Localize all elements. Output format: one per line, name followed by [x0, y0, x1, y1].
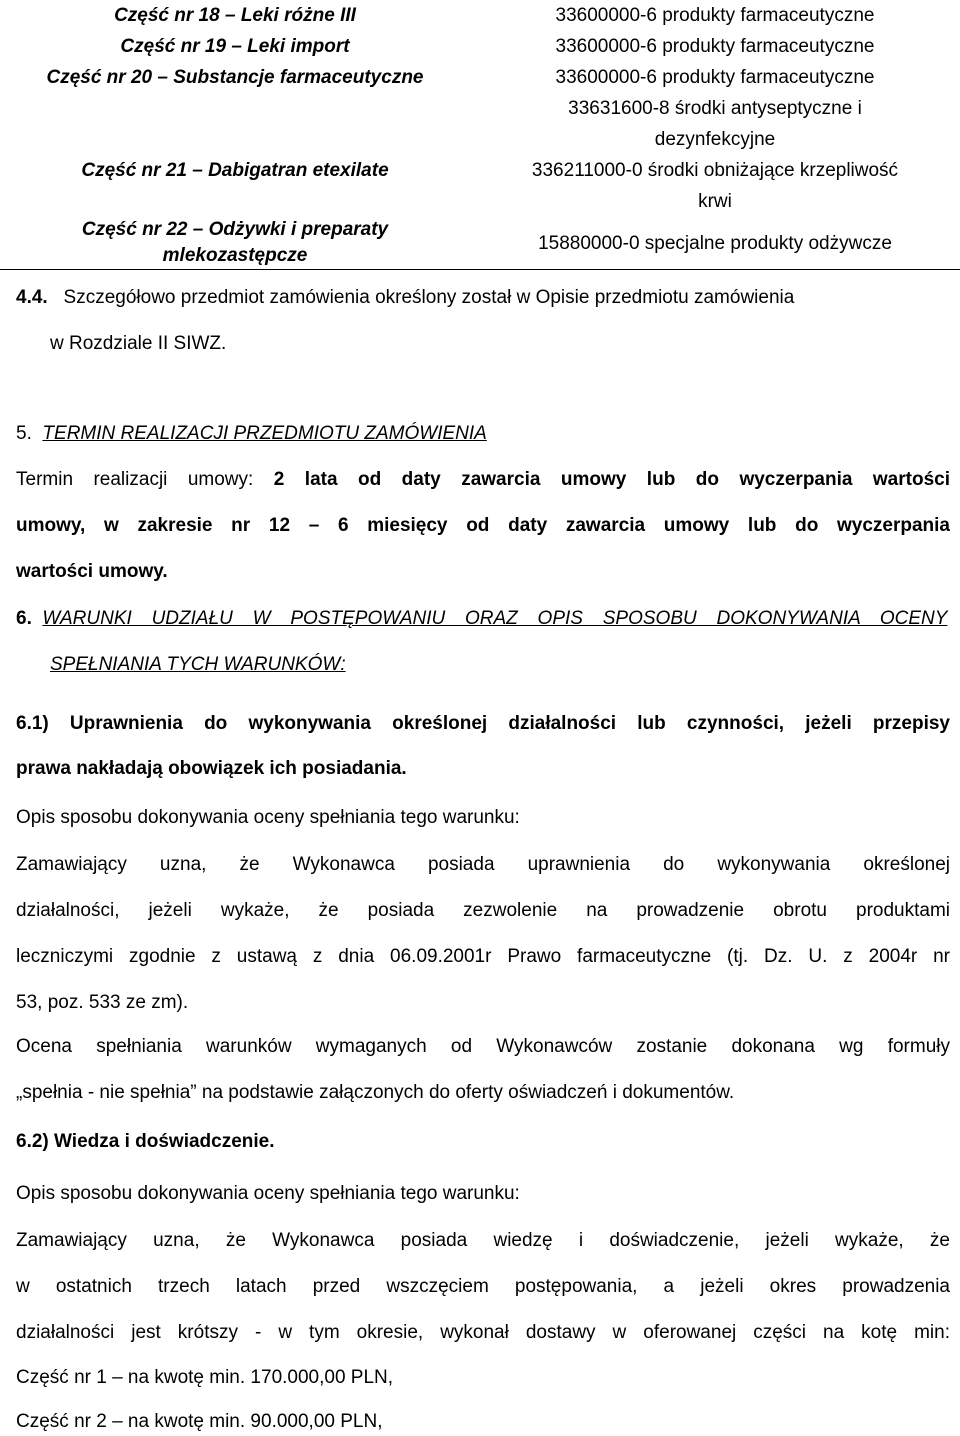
section-number: 4.4.	[16, 287, 48, 308]
list-item: Część nr 1 – na kwotę min. 170.000,00 PLN,	[16, 1367, 394, 1388]
part-name-line: mlekozastępcze	[162, 245, 308, 266]
paragraph-line: Ocena spełniania warunków wymaganych od Wykonawców zostanie dokonana wg formuły	[16, 1036, 950, 1057]
paragraph-line: w ostatnich trzech latach przed wszczęciem postępowania, a jeżeli okres prowadzenia	[16, 1276, 950, 1297]
section-title: TERMIN REALIZACJI PRZEDMIOTU ZAMÓWIENIA	[42, 423, 487, 444]
paragraph-line: działalności, jeżeli wykaże, że posiada zezwolenie na prowadzenie obrotu produktami	[16, 900, 950, 921]
section-number: 5.	[16, 423, 32, 444]
paragraph-line: wartości umowy.	[16, 561, 168, 582]
parts-cpv-table	[0, 0, 960, 270]
section-4-4	[16, 286, 950, 310]
cpv-code-continued: dezynfekcyjne	[654, 129, 776, 150]
paragraph-text: Termin realizacji umowy:	[16, 469, 254, 490]
paragraph-line: umowy, w zakresie nr 12 – 6 miesięcy od daty zawarcia umowy lub do wyczerpania	[16, 515, 950, 536]
part-name: Część nr 18 – Leki różne III	[114, 5, 356, 26]
paragraph-line: leczniczymi zgodnie z ustawą z dnia 06.09.2001r Prawo farmaceutyczne (tj. Dz. U. z 2004r nr	[16, 946, 950, 967]
paragraph-line: „spełnia - nie spełnia” na podstawie załączonych do oferty oświadczeń i dokumentów.	[16, 1082, 735, 1103]
paragraph-line: Opis sposobu dokonywania oceny spełniania tego warunku:	[16, 807, 520, 828]
paragraph-line: Opis sposobu dokonywania oceny spełniania tego warunku:	[16, 1183, 520, 1204]
table-row	[0, 31, 960, 62]
paragraph-text: w Rozdziale II SIWZ.	[50, 333, 227, 354]
part-name-line: Część nr 22 – Odżywki i preparaty	[81, 219, 389, 240]
subsection-6-1-cont: prawa nakładają obowiązek ich posiadania.	[16, 758, 407, 779]
cpv-code-continued: krwi	[698, 191, 732, 212]
table-row	[0, 62, 960, 93]
subsection-6-2: 6.2) Wiedza i doświadczenie.	[16, 1131, 275, 1152]
paragraph-line	[16, 468, 950, 492]
paragraph-line: działalności jest krótszy - w tym okresie, wykonał dostawy w oferowanej części na kotę min:	[16, 1322, 950, 1343]
section-title-continued	[50, 653, 950, 677]
part-name	[0, 217, 470, 270]
section-5-heading	[16, 422, 950, 446]
paragraph-line: Zamawiający uzna, że Wykonawca posiada wiedzę i doświadczenie, jeżeli wykaże, że	[16, 1230, 950, 1251]
paragraph-line: Zamawiający uzna, że Wykonawca posiada uprawnienia do wykonywania określonej	[16, 854, 950, 875]
table-row	[0, 0, 960, 31]
cpv-code: 33600000-6 produkty farmaceutyczne	[555, 67, 875, 88]
part-name: Część nr 20 – Substancje farmaceutyczne	[46, 67, 424, 88]
section-title: WARUNKI UDZIAŁU W POSTĘPOWANIU ORAZ OPIS SPOSOBU DOKONYWANIA OCENY	[42, 608, 948, 629]
cpv-code: 15880000-0 specjalne produkty odżywcze	[470, 217, 960, 270]
section-title: SPEŁNIANIA TYCH WARUNKÓW:	[50, 654, 346, 675]
cpv-code: 33631600-8 środki antyseptyczne i	[568, 98, 862, 119]
list-item: Część nr 2 – na kwotę min. 90.000,00 PLN,	[16, 1411, 383, 1432]
cpv-code: 33600000-6 produkty farmaceutyczne	[555, 5, 875, 26]
part-name: Część nr 19 – Leki import	[120, 36, 350, 57]
table-row	[0, 217, 960, 270]
paragraph-line: 53, poz. 533 ze zm).	[16, 992, 189, 1013]
subsection-6-1: 6.1) Uprawnienia do wykonywania określonej działalności lub czynności, jeżeli przepisy	[16, 713, 950, 734]
cpv-code: 336211000-0 środki obniżające krzepliwość	[531, 160, 899, 181]
paragraph-text: Szczegółowo przedmiot zamówienia określony został w Opisie przedmiotu zamówienia	[63, 287, 795, 308]
part-name: Część nr 21 – Dabigatran etexilate	[81, 160, 389, 181]
table-row	[0, 155, 960, 186]
paragraph-bold: 2 lata od daty zawarcia umowy lub do wyczerpania wartości	[273, 469, 950, 490]
cpv-code: 33600000-6 produkty farmaceutyczne	[555, 36, 875, 57]
section-6-heading	[16, 607, 950, 631]
section-number: 6.	[16, 608, 32, 629]
